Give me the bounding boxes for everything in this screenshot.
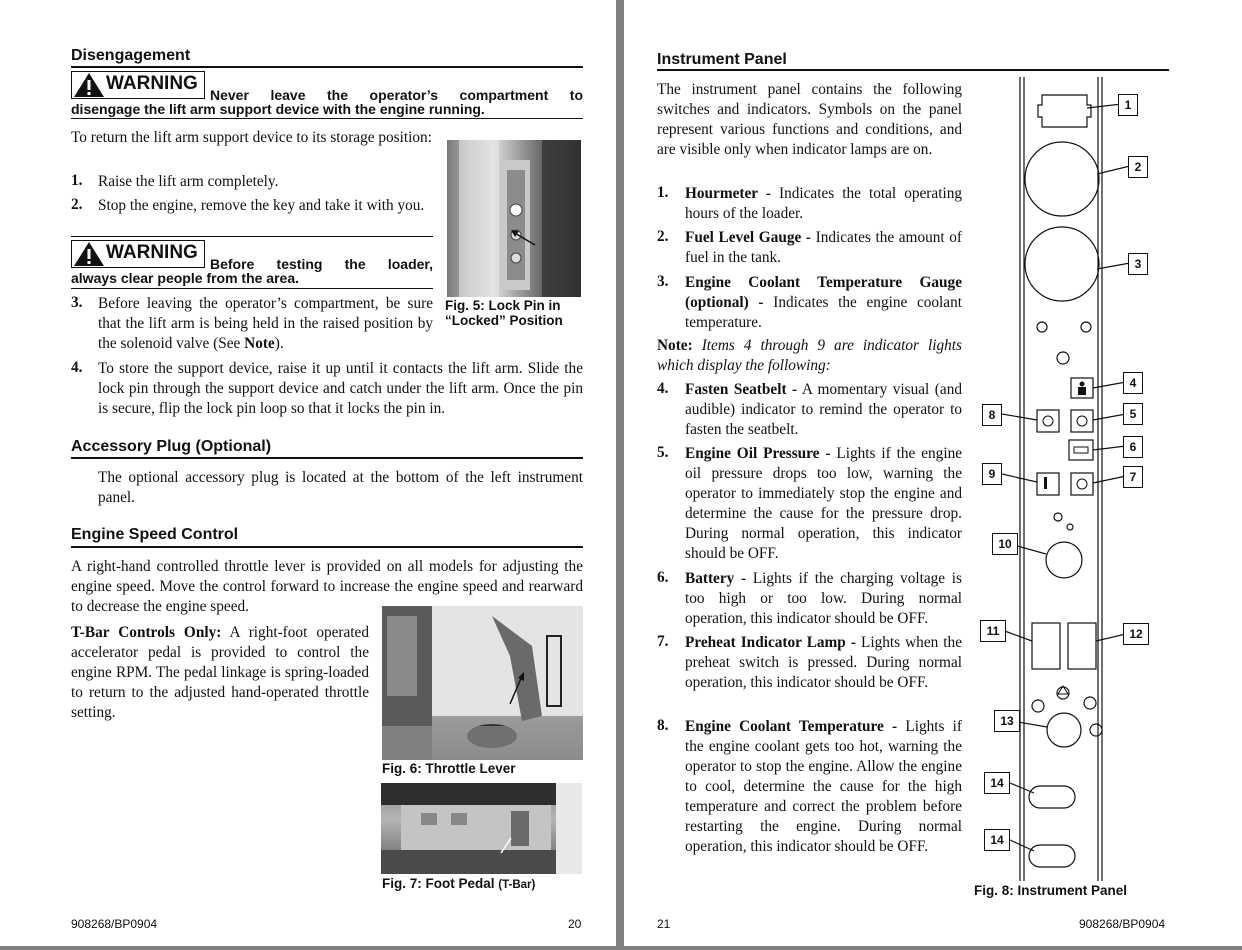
footer-doc-number: 908268/BP0904 [71, 917, 158, 931]
note-label: Note: [657, 337, 693, 354]
warning-text-line1: Never leave the operator’s compartment to [210, 87, 583, 103]
tbar-description: A right-foot operated accelerator pedal is provided to control the engine RPM. The pedal linkage is spring-loaded to return to the adjusted hand-operated throttle setting. [71, 624, 369, 721]
heading-rule [71, 66, 583, 68]
warning-box [71, 240, 205, 268]
accessory-heading: Accessory Plug (Optional) [71, 438, 272, 455]
item-number: 8. [657, 717, 669, 734]
callout-6: 6 [1123, 436, 1143, 458]
heading-rule [71, 457, 583, 459]
disengagement-heading: Disengagement [71, 47, 191, 64]
item-fuel-gauge [685, 228, 962, 268]
callout-7: 7 [1123, 466, 1143, 488]
footer-page-number: 21 [657, 917, 671, 931]
item-text: Lights if the engine coolant gets too hot, warning the operator to stop the engine. Allow the engine to cool, determine the cause for the high temperature and correct the problem before restarting the engine. During normal operation, this indicator should be OFF. [685, 718, 962, 855]
throttle-lever-photo [382, 606, 583, 760]
page-21 [624, 0, 1242, 946]
footer-page-number: 20 [568, 917, 582, 931]
note [657, 336, 962, 376]
step-number: 3. [71, 294, 83, 311]
item-number: 2. [657, 228, 669, 245]
warning-rule [71, 236, 433, 237]
item-text: Lights if the engine oil pressure drops too low, warning the operator to immediately stop the engine and determine the cause for the pressure drop. During normal operation, this indicator should be OFF. [685, 445, 963, 562]
item-number: 1. [657, 184, 669, 201]
note-text: Items 4 through 9 are indicator lights which display the following: [657, 337, 962, 374]
fig7-caption-suffix: (T-Bar) [498, 879, 536, 891]
item-text: Indicates the engine coolant temperature. [685, 294, 962, 331]
callout-3: 3 [1128, 253, 1148, 275]
warning2-text-line2: always clear people from the area. [71, 270, 299, 286]
item-number: 6. [657, 569, 669, 586]
step-3-text: Before leaving the operator’s compartment, be sure that the lift arm is being held in the raised position by the solenoid valve (See [98, 295, 433, 352]
item-title: Fasten Seatbelt - [685, 381, 798, 398]
fig5-caption-line2: “Locked” Position [445, 313, 563, 328]
callout-4: 4 [1123, 372, 1143, 394]
warning-rule [71, 118, 583, 119]
item-title: Engine Coolant Temperature - [685, 718, 898, 735]
fig7-caption-text: Fig. 7: Foot Pedal [382, 876, 495, 891]
speed-text: A right-hand controlled throttle lever is provided on all models for adjusting the engine speed. Move the control forward to increase the engine speed and rearward to decrease the engine speed. [71, 558, 583, 615]
fig6-caption: Fig. 6: Throttle Lever [382, 761, 516, 776]
callout-1: 1 [1118, 94, 1138, 116]
return-intro: To return the lift arm support device to its storage position: [71, 129, 432, 146]
accessory-text: The optional accessory plug is located at the bottom of the left instrument panel. [98, 469, 583, 506]
foot-pedal-photo [381, 783, 582, 874]
item-text: Indicates the amount of fuel in the tank. [685, 229, 962, 266]
callout-11: 11 [980, 620, 1006, 642]
panel-intro: The instrument panel contains the following switches and indicators. Symbols on the panel represent various functions and conditions, and are visible only when indicator lamps are on. [657, 81, 962, 158]
step-number: 4. [71, 359, 83, 376]
item-preheat [685, 633, 962, 693]
callout-10: 10 [992, 533, 1018, 555]
callout-2: 2 [1128, 156, 1148, 178]
instrument-panel-heading: Instrument Panel [657, 51, 787, 68]
callout-12: 12 [1123, 623, 1149, 645]
fig8-caption: Fig. 8: Instrument Panel [974, 883, 1128, 898]
page-20 [0, 0, 616, 946]
warning-box [71, 71, 205, 99]
item-number: 7. [657, 633, 669, 650]
item-number: 5. [657, 444, 669, 461]
warning2-text-line1: Before testing the loader, [210, 256, 433, 272]
item-coolant-temp [685, 717, 962, 857]
item-battery [685, 569, 962, 629]
warning-text-line2: disengage the lift arm support device with the engine running. [71, 101, 485, 117]
item-title: Engine Coolant Temperature Gauge (optional) - [685, 274, 962, 311]
warning-label: WARNING [106, 73, 198, 94]
item-title: Fuel Level Gauge - [685, 229, 812, 246]
step-1: Raise the lift arm completely. [98, 173, 279, 190]
callout-14b: 14 [984, 829, 1010, 851]
speed-heading: Engine Speed Control [71, 526, 239, 543]
step-3-tail: ). [274, 335, 284, 352]
note-link: Note [244, 335, 275, 352]
item-title: Battery - [685, 570, 747, 587]
callout-9: 9 [982, 463, 1002, 485]
item-coolant-gauge [685, 273, 962, 333]
item-number: 4. [657, 380, 669, 397]
step-3 [98, 294, 433, 354]
warning-label: WARNING [106, 242, 198, 263]
tbar-text [71, 623, 369, 723]
item-text: Lights when the preheat switch is pressed. During normal operation, this indicator should be OFF. [685, 634, 962, 691]
step-number: 2. [71, 196, 83, 213]
heading-rule [657, 69, 1169, 71]
item-text: Lights if the charging voltage is too high or too low. During normal operation, this indicator should be OFF. [685, 570, 963, 627]
callout-5: 5 [1123, 403, 1143, 425]
fig5-caption-line1: Fig. 5: Lock Pin in [445, 298, 561, 313]
step-number: 1. [71, 172, 83, 189]
item-oil-pressure [685, 444, 962, 564]
item-hourmeter [685, 184, 962, 224]
item-text: A momentary visual (and audible) indicator to remind the operator to fasten the seatbelt. [685, 381, 962, 438]
callout-14: 14 [984, 772, 1010, 794]
fig7-caption [382, 876, 535, 893]
item-title: Engine Oil Pressure - [685, 445, 831, 462]
heading-rule [71, 546, 583, 548]
step-2: Stop the engine, remove the key and take it with you. [98, 197, 425, 214]
tbar-label: T-Bar Controls Only: [71, 624, 222, 641]
warning-triangle-icon [73, 241, 105, 267]
warning-rule [71, 288, 433, 289]
item-title: Preheat Indicator Lamp - [685, 634, 856, 651]
callout-13: 13 [994, 710, 1020, 732]
callout-8: 8 [982, 404, 1002, 426]
item-text: Indicates the total operating hours of the loader. [685, 185, 962, 222]
item-title: Hourmeter - [685, 185, 771, 202]
item-seatbelt [685, 380, 962, 440]
warning-triangle-icon [73, 72, 105, 98]
step-4: To store the support device, raise it up until it contacts the lift arm. Slide the lock pin through the support device and catch under the lift arm. Once the pin is secure, flip the lock pin loop so that it locks the pin in. [98, 360, 583, 417]
item-number: 3. [657, 273, 669, 290]
footer-doc-number: 908268/BP0904 [1079, 917, 1166, 931]
lock-pin-photo [447, 140, 581, 297]
